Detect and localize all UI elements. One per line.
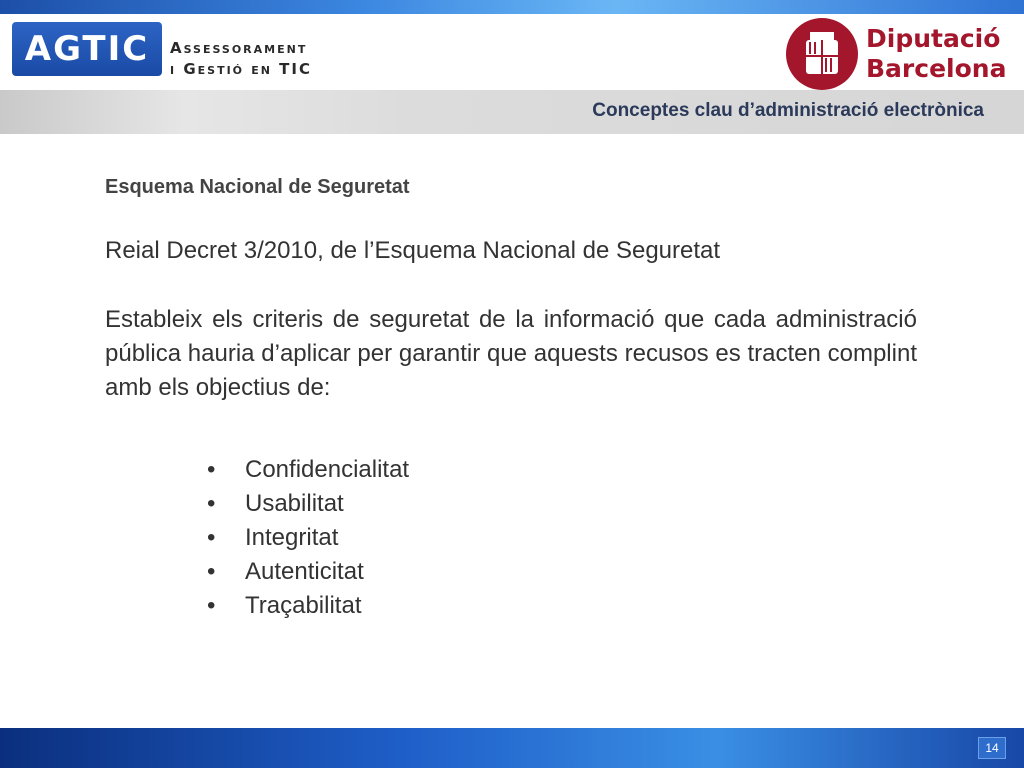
bullet-icon: • — [207, 456, 216, 483]
agtic-subtitle-line1: Assessorament — [170, 39, 308, 57]
list-item-label: Autenticitat — [245, 558, 364, 585]
page-number: 14 — [978, 737, 1006, 759]
list-item-label: Confidencialitat — [245, 456, 410, 483]
top-decorative-band — [0, 0, 1024, 14]
list-item-label: Traçabilitat — [245, 592, 362, 619]
list-item — [207, 521, 917, 555]
partner-line2: Barcelona — [866, 54, 1007, 83]
section-title: Conceptes clau d’administració electrònica — [592, 100, 984, 121]
bullet-icon: • — [207, 558, 216, 585]
agtic-logo-text: AGTIC — [24, 29, 150, 69]
bullet-icon: • — [207, 490, 216, 517]
list-item — [207, 589, 917, 623]
agtic-subtitle — [170, 38, 312, 80]
list-item — [207, 453, 917, 487]
partner-line1: Diputació — [866, 24, 1001, 53]
objectives-list — [105, 453, 917, 623]
bullet-icon: • — [207, 524, 216, 551]
diputacio-seal-icon — [786, 18, 858, 90]
description-paragraph: Estableix els criteris de seguretat de la informació que cada administració pública hauria d’aplicar per garantir que aquests recusos es tracten complint amb els objectius de: — [105, 306, 917, 401]
slide-content — [105, 176, 917, 623]
diputacio-barcelona-logo — [866, 24, 1006, 84]
bullet-icon: • — [207, 592, 216, 619]
list-item — [207, 487, 917, 521]
list-item — [207, 555, 917, 589]
slide-heading: Esquema Nacional de Seguretat — [105, 176, 410, 198]
list-item-label: Integritat — [245, 524, 339, 551]
decree-title: Reial Decret 3/2010, de l’Esquema Nacional de Seguretat — [105, 237, 721, 264]
agtic-logo — [12, 22, 162, 76]
section-header-bar — [0, 90, 1024, 134]
agtic-subtitle-line2: i Gestió en TIC — [170, 60, 312, 78]
bottom-decorative-band — [0, 728, 1024, 768]
list-item-label: Usabilitat — [245, 490, 344, 517]
